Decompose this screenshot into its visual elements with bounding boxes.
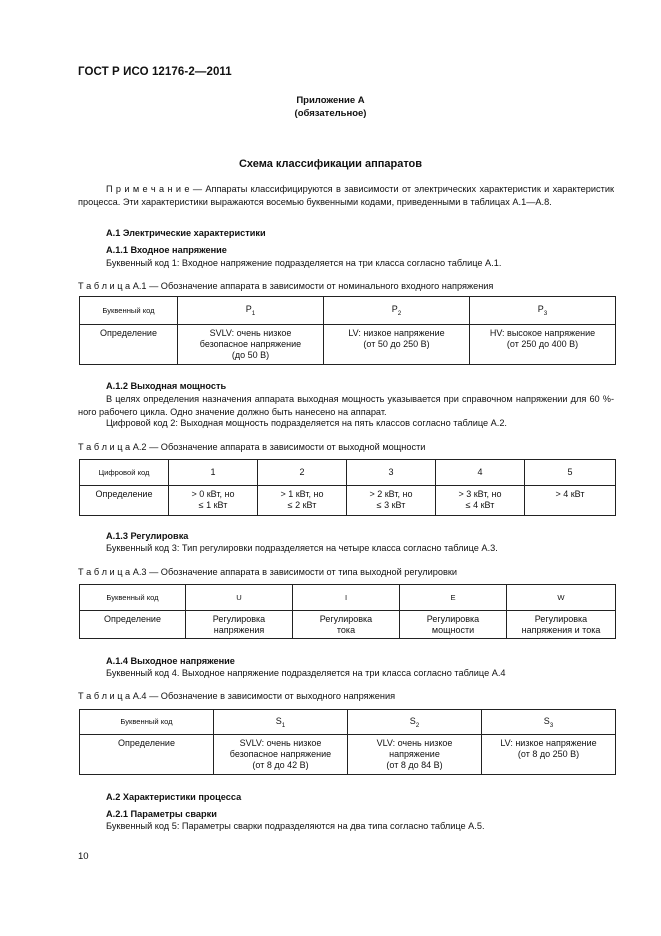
table-cell: I [293,585,400,611]
table-cell: $S_3$ [482,710,616,735]
table-cell: > 1 кВт, но ≤ 2 кВт [258,486,347,516]
table-cell: Буквенный код [80,585,186,611]
table-cell: Регулировка мощности [400,611,507,639]
table-cell: $S_2$ [348,710,482,735]
text-a11: Буквенный код 1: Входное напряжение подразделяется на три класса согласно таблице А.1. [106,258,502,268]
note-text: — Аппараты классифицируются в зависимости от электрических характеристик и характеристик процесса. Эти характеристики выражаются восемью буквенными кодами, приведенными в таблицах А.1—А.8. [78,184,614,207]
table-cell: Регулировка тока [293,611,400,639]
text-a12: В целях определения назначения аппарата выходная мощность указывается при справочном напряжении для 60 %-ного рабочего цикла. Одно значение должно быть нанесено на аппарат. [78,394,614,417]
table-cell: Буквенный код [80,297,178,325]
table-cell: > 2 кВт, но ≤ 3 кВт [347,486,436,516]
table-cell: SVLV: очень низкое безопасное напряжение (до 50 В) [178,325,324,365]
heading-a12: А.1.2 Выходная мощность [106,381,227,391]
note-prefix: П р и м е ч а н и е [106,184,190,194]
table-cell: 5 [525,460,616,486]
table-cell: 3 [347,460,436,486]
document-header: ГОСТ Р ИСО 12176-2—2011 [78,66,232,78]
table-row [80,611,616,639]
table-cell: E [400,585,507,611]
heading-a11: А.1.1 Входное напряжение [106,245,227,255]
table-cell: SVLV: очень низкое безопасное напряжение (от 8 до 42 В) [214,735,348,775]
table-a1-caption: Т а б л и ц а А.1 — Обозначение аппарата в зависимости от номинального входного напряжения [78,281,494,291]
table-cell: Определение [80,325,178,365]
table-a3-caption: Т а б л и ц а А.3 — Обозначение аппарата в зависимости от типа выходной регулировки [78,567,458,577]
table-cell: Определение [80,611,186,639]
table-cell: U [186,585,293,611]
table-row [80,735,616,775]
table-cell: 4 [436,460,525,486]
heading-a2: А.2 Характеристики процесса [106,792,242,802]
table-cell: $P_1$ [178,297,324,325]
table-a2 [79,459,616,516]
heading-a1: А.1 Электрические характеристики [106,228,266,238]
appendix-status: (обязательное) [294,108,367,119]
table-a3 [79,584,616,639]
table-cell: Регулировка напряжения и тока [507,611,616,639]
text-a21: Буквенный код 5: Параметры сварки подразделяются на два типа согласно таблице А.5. [106,821,485,831]
heading-a14: А.1.4 Выходное напряжение [106,656,235,666]
table-row [80,585,616,611]
page-number: 10 [78,851,89,862]
table-cell: 2 [258,460,347,486]
table-row [80,460,616,486]
table-row [80,486,616,516]
table-cell: > 3 кВт, но ≤ 4 кВт [436,486,525,516]
table-cell: > 0 кВт, но ≤ 1 кВт [169,486,258,516]
text-a12-code: Цифровой код 2: Выходная мощность подразделяется на пять классов согласно таблице А.2. [106,418,507,428]
table-cell: 1 [169,460,258,486]
table-a2-caption: Т а б л и ц а А.2 — Обозначение аппарата в зависимости от выходной мощности [78,442,426,452]
table-a4-caption: Т а б л и ц а А.4 — Обозначение в зависимости от выходного напряжения [78,691,396,701]
table-cell: W [507,585,616,611]
table-a1 [79,296,616,365]
table-cell: $P_2$ [324,297,470,325]
note-paragraph [78,183,614,208]
text-a14: Буквенный код 4. Выходное напряжение подразделяется на три класса согласно таблице А.4 [106,668,506,678]
table-cell: LV: низкое напряжение (от 50 до 250 В) [324,325,470,365]
table-cell: $S_1$ [214,710,348,735]
table-cell: VLV: очень низкое напряжение (от 8 до 84 В) [348,735,482,775]
table-cell: Цифровой код [80,460,169,486]
table-cell: Определение [80,486,169,516]
table-cell: $P_3$ [470,297,616,325]
heading-a13: А.1.3 Регулировка [106,531,189,541]
table-cell: Определение [80,735,214,775]
table-row [80,710,616,735]
table-cell: Регулировка напряжения [186,611,293,639]
table-row [80,325,616,365]
table-cell: LV: низкое напряжение (от 8 до 250 В) [482,735,616,775]
table-a4 [79,709,616,775]
text-a13: Буквенный код 3: Тип регулировки подразделяется на четыре класса согласно таблице А.3. [106,543,498,553]
table-cell: Буквенный код [80,710,214,735]
table-cell: > 4 кВт [525,486,616,516]
heading-a21: А.2.1 Параметры сварки [106,809,217,819]
table-cell: HV: высокое напряжение (от 250 до 400 В) [470,325,616,365]
section-title: Схема классификации аппаратов [238,158,423,170]
table-row [80,297,616,325]
appendix-label: Приложение А [296,95,365,106]
